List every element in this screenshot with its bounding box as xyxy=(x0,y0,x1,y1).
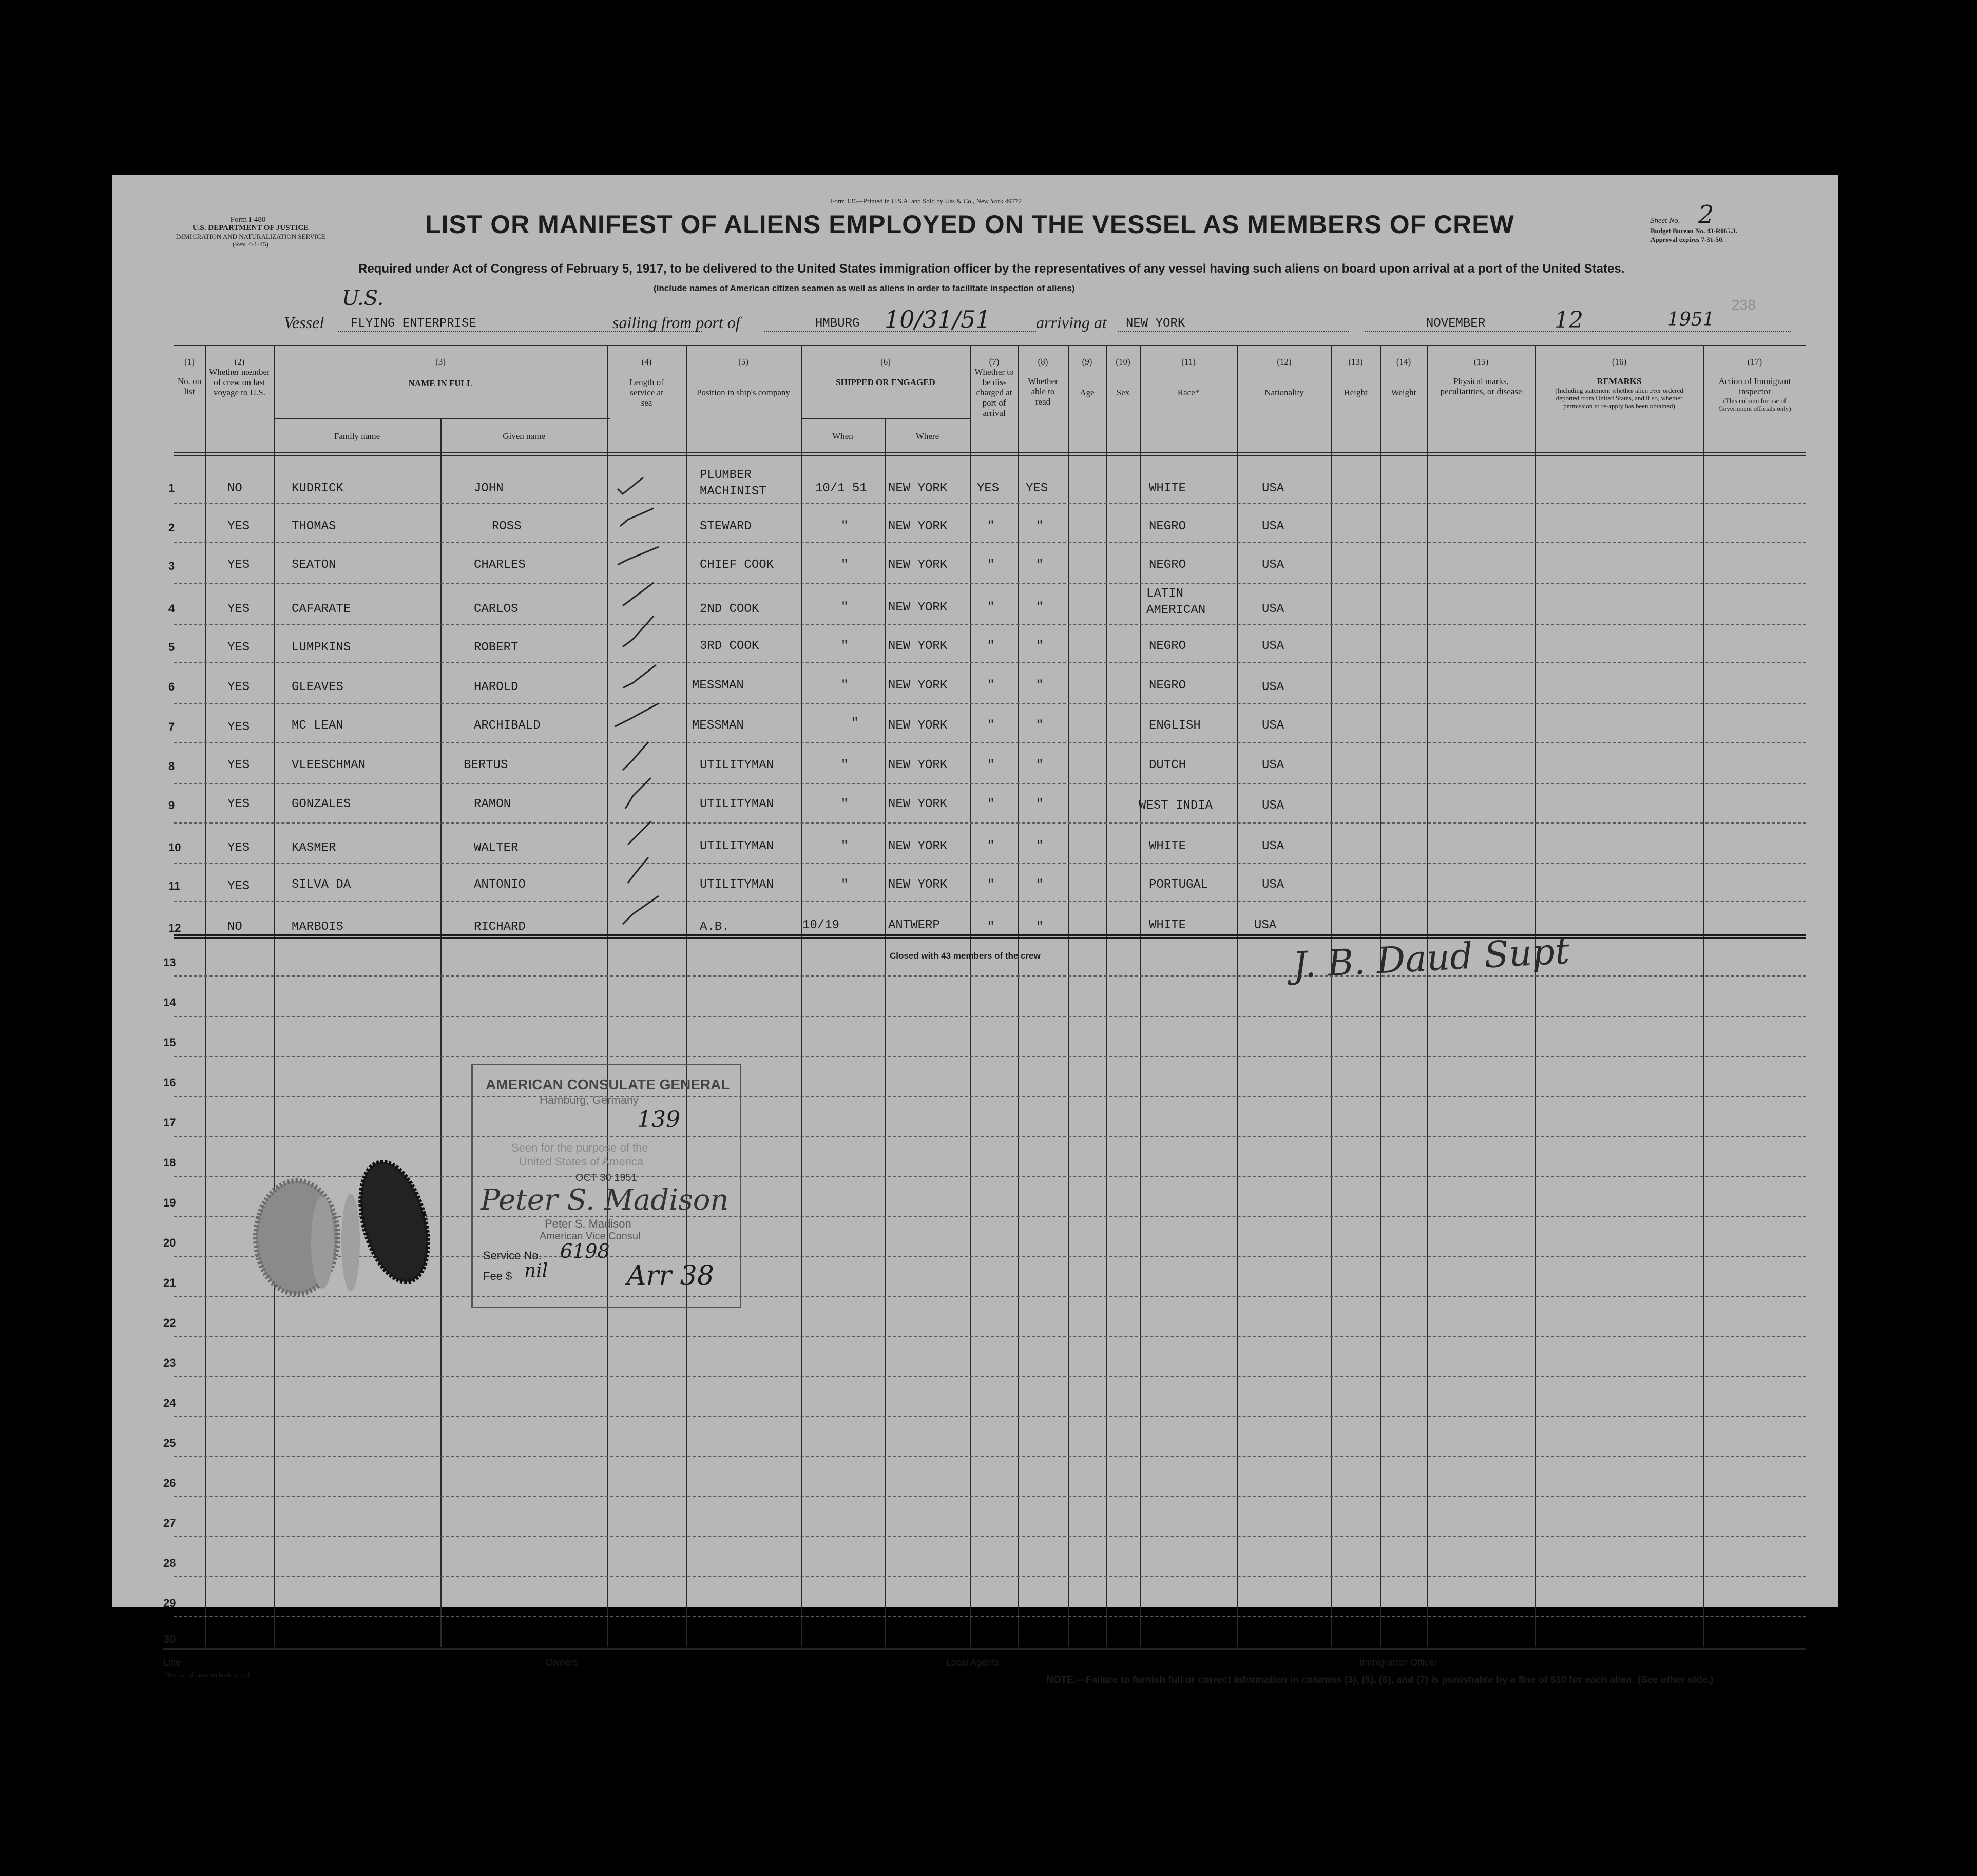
page-title: LIST OR MANIFEST OF ALIENS EMPLOYED ON THE VESSEL AS MEMBERS OF CREW xyxy=(425,210,1514,239)
col-6-header: (6) SHIPPED OR ENGAGED xyxy=(836,357,935,387)
table-row: 12 NO MARBOIS RICHARD A.B. 10/19 ANTWERP " " WHITE USA xyxy=(168,918,1277,934)
col-3-header: (3) NAME IN FULL xyxy=(408,357,473,388)
row-number: 13 xyxy=(163,956,176,969)
vessel-prefix: U.S. xyxy=(342,286,384,310)
given-name-header: Given name xyxy=(503,431,545,441)
department: U.S. DEPARTMENT OF JUSTICE xyxy=(192,224,309,232)
col-15-header: (15) Physical marks, peculiarities, or disease xyxy=(1440,357,1522,396)
table-row: 1 NO KUDRICK JOHN PLUMBER MACHINIST 10/1 51 NEW YORK YES YES WHITE USA xyxy=(168,468,1284,499)
footer-note: NOTE.—Failure to furnish full or correct information in columns (3), (5), (6), and (7) is punishable by a fine of $10 for each alien. (See other side.) xyxy=(1046,1675,1714,1686)
table-row: 2 YES THOMAS ROSS STEWARD " NEW YORK " " NEGRO USA xyxy=(168,520,1284,534)
arrival-month: NOVEMBER xyxy=(1426,317,1486,331)
row-number: 28 xyxy=(163,1557,176,1569)
page-stamp-number: 238 xyxy=(1732,297,1756,313)
row-number: 27 xyxy=(163,1517,176,1529)
table-row: 6 YES GLEAVES HAROLD MESSMAN " NEW YORK " " NEGRO USA xyxy=(168,679,1284,694)
col-17-header: (17) Action of Immigrant Inspector (This column for use of Government officials only) xyxy=(1718,357,1791,412)
footer-officer-label: Immigration Officer xyxy=(1359,1657,1437,1668)
subtitle: Required under Act of Congress of February 5, 1917, to be delivered to the United States immigration officer by the representatives of any vessel having such aliens on board upon arrival at a port of the United States. xyxy=(358,262,1625,276)
table-row: 11 YES SILVA DA ANTONIO UTILITYMAN " NEW YORK " " PORTUGAL USA xyxy=(168,878,1284,893)
row-number: 21 xyxy=(163,1276,176,1289)
col-13-header: (13) Height xyxy=(1343,357,1368,397)
row-number: 29 xyxy=(163,1597,176,1610)
table-row: 5 YES LUMPKINS ROBERT 3RD COOK " NEW YORK " " NEGRO USA xyxy=(168,639,1284,655)
master-signature: J. B. Daud Supt xyxy=(1292,929,1570,987)
footer-agents-label: Local Agents xyxy=(946,1657,1000,1668)
col-7-header: (7) Whether to be dis-charged at port of arrival xyxy=(974,357,1014,418)
table-row: 4 YES CAFARATE CARLOS 2ND COOK " NEW YORK " " LATIN AMERICAN USA xyxy=(168,587,1284,617)
form-id: Form I-480 xyxy=(230,216,266,224)
family-name-header: Family name xyxy=(334,431,380,441)
subtitle-note: (Include names of American citizen seamen as well as aliens in order to facilitate inspection of aliens) xyxy=(654,283,1075,293)
col-12-header: (12) Nationality xyxy=(1264,357,1304,397)
arrival-port: NEW YORK xyxy=(1126,317,1185,331)
row-number: 30 xyxy=(163,1633,176,1645)
col-10-header: (10) Sex xyxy=(1116,357,1130,397)
col-16-header: (16) REMARKS (Including statement whether alien ever ordered deported from United States, and if so, whether permission to re-apply has been obtained) xyxy=(1555,357,1683,410)
row-number: 24 xyxy=(163,1396,176,1409)
sheet-label: Sheet No. xyxy=(1650,217,1680,225)
row-number: 23 xyxy=(163,1356,176,1369)
printer-line: Form 136—Printed in U.S.A. and Sold by Uss & Co., New York 49772 xyxy=(831,197,1022,205)
races-note: *See list of races on back hereof. xyxy=(163,1671,252,1678)
vessel-name: FLYING ENTERPRISE xyxy=(351,317,476,331)
col-9-header: (9) Age xyxy=(1080,357,1095,397)
col-2-header: (2) Whether member of crew on last voyage to U.S. xyxy=(209,357,270,397)
row-number: 20 xyxy=(163,1236,176,1249)
sailing-date: 10/31/51 xyxy=(885,305,991,333)
closing-note: Closed with 43 members of the crew xyxy=(890,951,1041,961)
revision: (Rev. 4-1-45) xyxy=(233,240,268,248)
table-row: 3 YES SEATON CHARLES CHIEF COOK " NEW YORK " " NEGRO USA xyxy=(168,558,1284,572)
when-header: When xyxy=(832,431,853,441)
arriving-label: arriving at xyxy=(1036,313,1107,332)
approval-expiry: Approval expires 7-31-50. xyxy=(1650,236,1724,243)
vessel-label: Vessel xyxy=(284,313,324,332)
footer-line-label: Line xyxy=(163,1657,181,1668)
row-number: 26 xyxy=(163,1477,176,1489)
manifest-page xyxy=(112,175,1838,1686)
row-number: 18 xyxy=(163,1156,176,1169)
row-number: 16 xyxy=(163,1076,176,1089)
row-number: 15 xyxy=(163,1036,176,1049)
table-row: 9 YES GONZALES RAMON UTILITYMAN " NEW YORK " " WEST INDIA USA xyxy=(168,797,1284,813)
consulate-stamp: AMERICAN CONSULATE GENERAL Hamburg, Germany 139 Seen for the purpose of the United States of America OCT 30 1951 Peter S. Madison Peter S. Madison American Vice Consul Service No. 6198 Fee $ nil Arr 38 xyxy=(471,1064,741,1308)
col-5-header: (5) Position in ship's company xyxy=(696,357,791,397)
row-number: 17 xyxy=(163,1116,176,1129)
sheet-number: 2 xyxy=(1698,200,1714,229)
row-number: 19 xyxy=(163,1196,176,1209)
col-14-header: (14) Weight xyxy=(1391,357,1416,397)
arrival-day: 12 xyxy=(1554,307,1583,333)
arrival-year: 1951 xyxy=(1667,309,1715,330)
port-of-departure: HMBURG xyxy=(815,317,860,331)
budget-bureau: Budget Bureau No. 43-R065.3. xyxy=(1650,227,1737,235)
col-11-header: (11) Race* xyxy=(1177,357,1200,397)
col-4-header: (4) Length of service at sea xyxy=(629,357,664,408)
col-1-header: (1) No. on list xyxy=(177,357,202,396)
row-number: 25 xyxy=(163,1437,176,1449)
service-checkmarks xyxy=(607,462,689,940)
footer-owners-label: Owners xyxy=(546,1657,578,1668)
where-header: Where xyxy=(915,431,939,441)
table-row: 10 YES KASMER WALTER UTILITYMAN " NEW YORK " " WHITE USA xyxy=(168,839,1284,855)
table-row: 8 YES VLEESCHMAN BERTUS UTILITYMAN " NEW YORK " " DUTCH USA xyxy=(168,758,1284,773)
row-number: 14 xyxy=(163,996,176,1009)
table-row: 7 YES MC LEAN ARCHIBALD MESSMAN " NEW YORK " " ENGLISH USA xyxy=(168,716,1284,734)
col-8-header: (8) Whether able to read xyxy=(1028,357,1058,407)
sailing-label: sailing from port of xyxy=(612,313,740,332)
service-name: IMMIGRATION AND NATURALIZATION SERVICE xyxy=(176,233,325,240)
row-number: 22 xyxy=(163,1316,176,1329)
embossed-seal xyxy=(240,1124,456,1340)
